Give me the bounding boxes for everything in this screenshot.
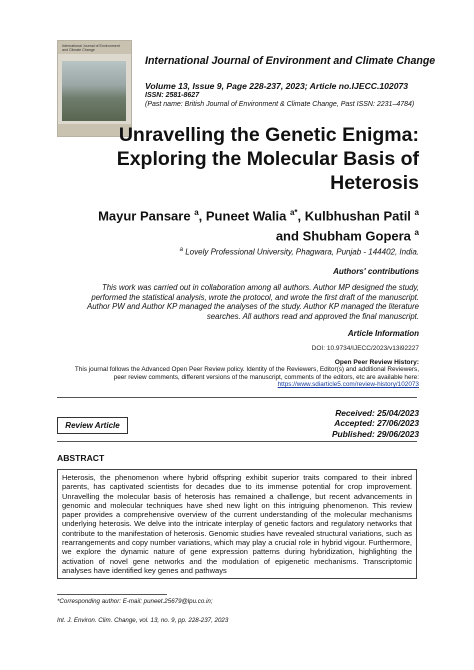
- affiliation-sup: a: [179, 247, 183, 253]
- cover-title: International Journal of Environment and Climate Change: [62, 44, 120, 52]
- contributions-text: [55, 283, 419, 321]
- author-sup: a: [194, 208, 199, 217]
- author-sup: a: [414, 228, 419, 238]
- review-history-link[interactable]: https://www.sdiarticle5.com/review-history/102073: [277, 381, 419, 389]
- abstract-heading: ABSTRACT: [57, 453, 105, 463]
- article-type-badge: Review Article: [57, 417, 128, 434]
- author-name: Mayur Pansare: [98, 208, 191, 224]
- affiliation: [59, 247, 419, 257]
- cover-photo: [62, 61, 126, 121]
- corresponding-author: *Corresponding author: E-mail: puneet.25679@lpu.co.in;: [57, 598, 213, 605]
- author-sup: a: [414, 208, 419, 217]
- opr-line: This journal follows the Advanced Open Peer Review policy. Identity of the Reviewers, Editor(s) and additional Reviewers,: [74, 366, 419, 373]
- volume-info: Volume 13, Issue 9, Page 228-237, 2023; Article no.IJECC.102073: [145, 81, 409, 91]
- citation: Int. J. Environ. Clim. Change, vol. 13, no. 9, pp. 228-237, 2023: [57, 617, 229, 624]
- divider: [57, 397, 417, 398]
- footnote-divider: [57, 594, 167, 595]
- published-date: Published: 29/06/2023: [331, 428, 419, 439]
- author-name: Kulbhushan Patil: [304, 208, 411, 224]
- article-info-heading: Article Information: [347, 329, 419, 338]
- affiliation-text: Lovely Professional University, Phagwara, Punjab - 144402, India.: [185, 247, 419, 257]
- issn: ISSN: 2581-8627: [145, 92, 200, 99]
- journal-name: International Journal of Environment and Climate Change: [145, 55, 436, 67]
- contrib-line: performed the statistical analysis, wrote the protocol, and wrote the first draft of the manuscript.: [91, 292, 419, 302]
- author-name: Puneet Walia: [205, 208, 287, 224]
- author-name: Shubham Gopera: [302, 228, 411, 244]
- publication-dates: [219, 408, 419, 439]
- title-line: Unravelling the Genetic Enigma:: [118, 124, 419, 146]
- author-list: Mayur Pansare $^a$, Puneet Walia $^{a*}$, Kulbhushan Patil $^a$ and Shubham Gopera $^a$: [98, 208, 419, 244]
- title-line: Exploring the Molecular Basis of: [116, 148, 419, 170]
- past-name: (Past name: British Journal of Environment & Climate Change, Past ISSN: 2231–4784): [145, 101, 415, 108]
- abstract-text: Heterosis, the phenomenon where hybrid offspring exhibit superior traits compared to their inbred parents, has captivated scientists for decades due to its immense potential for crop improvement. Unravelling the molecular basis of heterosis has remained a challenge, but recent advancements in genomic and molecular techniques have shed new light on this intriguing phenomenon. This review paper provides a comprehensive overview of the current understanding of the molecular mechanisms underlying heterosis. We delve into the intricate interplay of genetic factors and regulatory networks that contribute to the manifestation of heterosis. Genomic studies have revealed structural variations, such as rearrangements and copy number variations, which may play a crucial role in hybrid vigour. Furthermore, we explore the dynamic nature of gene expression patterns during hybridization, highlighting the activation of novel gene networks and the modulation of epigenetic mechanisms. Transcriptomic analyses have identified key genes and pathways: [57, 469, 417, 579]
- open-peer-review-heading: Open Peer Review History:: [334, 359, 419, 366]
- contrib-line: This work was carried out in collaboration among all authors. Author MP designed the study,: [102, 283, 419, 292]
- open-peer-review-text: [19, 366, 419, 389]
- contrib-line: searches. All authors read and approved the final manuscript.: [206, 311, 419, 321]
- paper-title: [59, 123, 419, 195]
- divider: [57, 441, 417, 442]
- contributions-heading: Authors' contributions: [333, 267, 419, 276]
- title-line: Heterosis: [330, 172, 419, 194]
- received-date: Received: 25/04/2023: [335, 408, 419, 418]
- doi: DOI: 10.9734/IJECC/2023/v13i92227: [311, 345, 419, 352]
- accepted-date: Accepted: 27/06/2023: [334, 418, 419, 429]
- author-sup: a*: [289, 208, 298, 217]
- contrib-line: Author PW and Author KP managed the analyses of the study. Author KP managed the literature: [87, 302, 419, 312]
- opr-line: peer review comments, different versions of the manuscript, comments of the editors, etc are available here:: [113, 373, 419, 381]
